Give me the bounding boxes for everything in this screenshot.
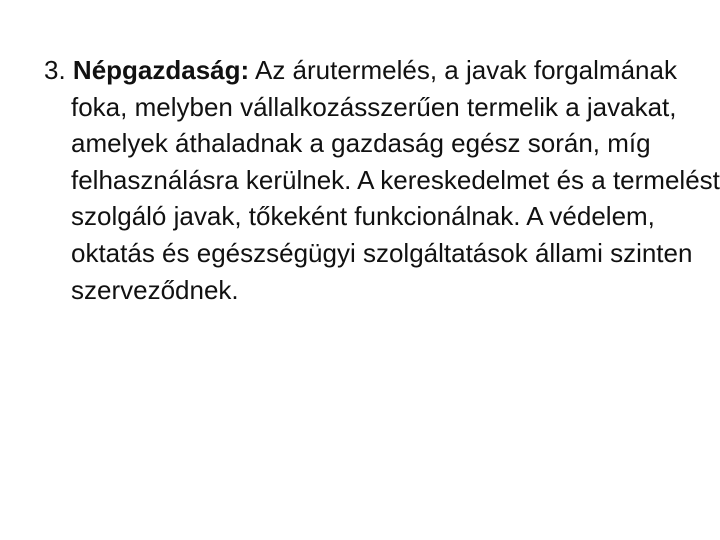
item-number: 3. bbox=[44, 55, 66, 85]
definition-paragraph bbox=[44, 52, 720, 308]
definition-text: Az árutermelés, a javak forgalmának foka, melyben vállalkozásszerűen termelik a javakat, amelyek áthaladnak a gazdaság egész során, míg felhasználásra kerülnek. A kereskedelmet és a termelést szolgáló javak, tőkeként funkcionálnak. A védelem, oktatás és egészségügyi szolgáltatások állami szinten szerveződnek. bbox=[71, 55, 720, 305]
term: Népgazdaság: bbox=[72, 55, 250, 85]
